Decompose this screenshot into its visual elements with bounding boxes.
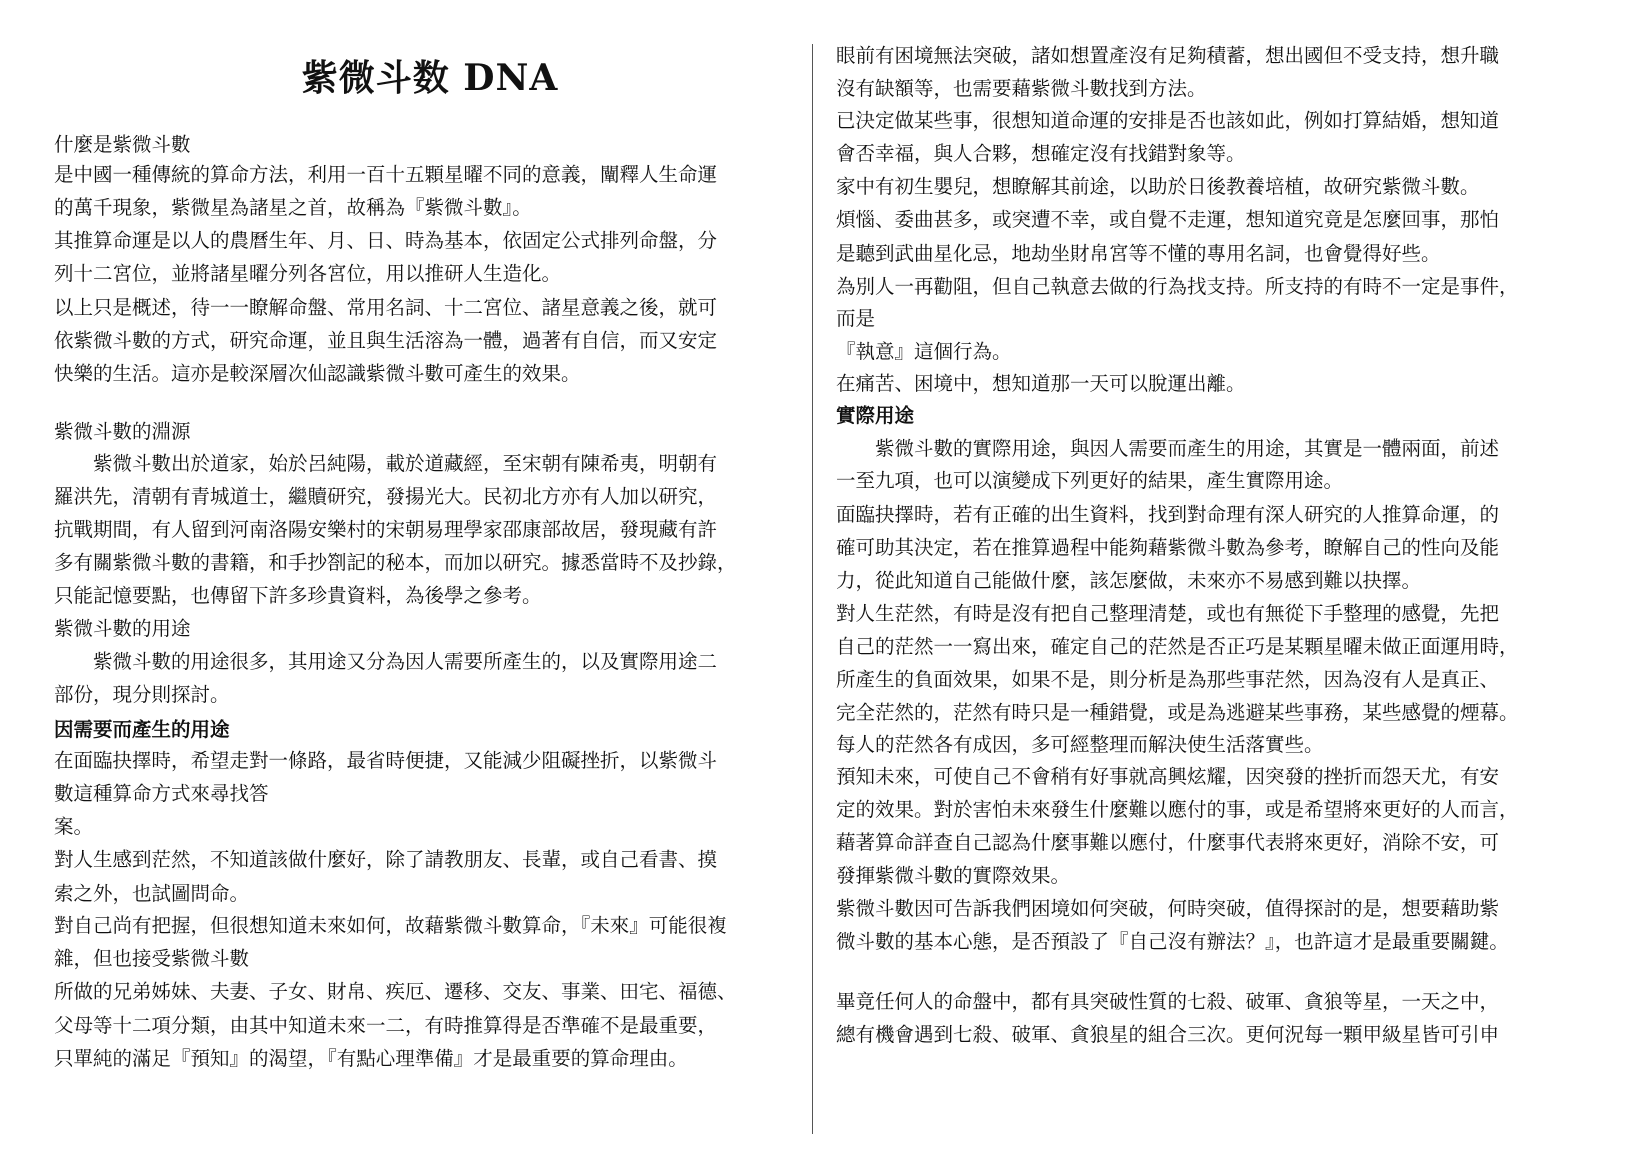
text-line: 紫微斗數的用途很多，其用途又分為因人需要所產生的，以及實際用途二 xyxy=(54,650,718,673)
text-line: 對人生茫然，有時是沒有把自己整理清楚，或也有無從下手整理的感覺，先把 xyxy=(836,602,1500,625)
text-line: 定的效果。對於害怕未來發生什麼難以應付的事，或是希望將來更好的人而言， xyxy=(836,798,1519,821)
text-line: 羅洪先，清朝有青城道士，繼贖研究，發揚光大。民初北方亦有人加以研究， xyxy=(54,485,718,508)
text-line: 快樂的生活。這亦是較深層次仙認識紫微斗數可產生的效果。 xyxy=(54,362,581,385)
page-title: 紫微斗数 DNA xyxy=(301,57,559,99)
text-line: 面臨抉擇時，若有正確的出生資料，找到對命理有深人研究的人推算命運，的 xyxy=(836,503,1500,526)
text-line: 數這種算命方式來尋找答 xyxy=(54,782,269,805)
text-line: 是聽到武曲星化忌，地劫坐財帛宮等不懂的專用名詞，也會覺得好些。 xyxy=(836,242,1441,265)
text-line: 完全茫然的，茫然有時只是一種錯覺，或是為逃避某些事務，某些感覺的煙幕。 xyxy=(836,701,1519,724)
text-line: 煩惱、委曲甚多，或突遭不幸，或自覺不走運，想知道究竟是怎麼回事，那怕 xyxy=(836,208,1500,231)
section-heading: 因需要而產生的用途 xyxy=(54,718,230,741)
text-line: 沒有缺額等，也需要藉紫微斗數找到方法。 xyxy=(836,77,1207,100)
text-line: 以上只是概述，待一一瞭解命盤、常用名詞、十二宮位、諸星意義之後，就可 xyxy=(54,296,718,319)
text-line: 索之外，也試圖問命。 xyxy=(54,882,250,905)
text-line: 只能記憶要點，也傳留下許多珍貴資料，為後學之參考。 xyxy=(54,584,542,607)
text-line: 發揮紫微斗數的實際效果。 xyxy=(836,864,1071,887)
text-line: 多有關紫微斗數的書籍，和手抄劄記的秘本，而加以研究。據悉當時不及抄錄， xyxy=(54,551,737,574)
text-line: 部份，現分則探討。 xyxy=(54,683,230,706)
text-line: 預知未來，可使自己不會稍有好事就高興炫耀，因突發的挫折而怨天尤，有安 xyxy=(836,765,1500,788)
text-line: 對自己尚有把握，但很想知道未來如何，故藉紫微斗數算命，『未來』可能很複 xyxy=(54,914,727,937)
text-line: 所做的兄弟姊妹、夫妻、子女、財帛、疾厄、遷移、交友、事業、田宅、福德、 xyxy=(54,980,737,1003)
text-line: 紫微斗數的淵源 xyxy=(54,420,191,443)
text-line: 力，從此知道自己能做什麼，該怎麼做，未來亦不易感到難以抉擇。 xyxy=(836,569,1422,592)
text-line: 微斗數的基本心態，是否預設了『自己沒有辦法？』，也許這才是最重要關鍵。 xyxy=(836,930,1509,953)
text-line: 列十二宮位，並將諸星曜分列各宮位，用以推研人生造化。 xyxy=(54,262,562,285)
text-line: 紫微斗數的用途 xyxy=(54,617,191,640)
text-line: 會否幸福，與人合夥，想確定沒有找錯對象等。 xyxy=(836,142,1246,165)
text-line: 自己的茫然一一寫出來，確定自己的茫然是否正巧是某顆星曜未做正面運用時， xyxy=(836,635,1519,658)
section-heading: 實際用途 xyxy=(836,404,915,427)
text-line: 在面臨抉擇時，希望走對一條路，最省時便捷，又能減少阻礙挫折，以紫微斗 xyxy=(54,749,718,772)
text-line: 是中國一種傳統的算命方法，利用一百十五顆星曜不同的意義，闡釋人生命運 xyxy=(54,163,718,186)
text-line: 為別人一再勸阻，但自己執意去做的行為找支持。所支持的有時不一定是事件， xyxy=(836,275,1519,298)
text-line: 在痛苦、困境中，想知道那一天可以脫運出離。 xyxy=(836,372,1246,395)
text-line: 父母等十二項分類，由其中知道未來一二，有時推算得是否準確不是最重要， xyxy=(54,1014,718,1037)
text-line: 其推算命運是以人的農曆生年、月、日、時為基本，依固定公式排列命盤，分 xyxy=(54,229,718,252)
text-line: 的萬千現象，紫微星為諸星之首，故稱為『紫微斗數』。 xyxy=(54,196,532,219)
text-line: 確可助其決定，若在推算過程中能夠藉紫微斗數為參考，瞭解自己的性向及能 xyxy=(836,536,1500,559)
text-line: 依紫微斗數的方式，研究命運，並且與生活溶為一體，過著有自信，而又安定 xyxy=(54,329,718,352)
text-line: 每人的茫然各有成因，多可經整理而解決使生活落實些。 xyxy=(836,733,1324,756)
text-line: 紫微斗數的實際用途，與因人需要而產生的用途，其實是一體兩面，前述 xyxy=(836,437,1500,460)
text-line: 一至九項，也可以演變成下列更好的結果，產生實際用途。 xyxy=(836,469,1344,492)
text-line: 案。 xyxy=(54,815,94,838)
text-line: 抗戰期間，有人留到河南洛陽安樂村的宋朝易理學家邵康部故居，發現藏有許 xyxy=(54,518,718,541)
text-line: 所產生的負面效果，如果不是，則分析是為那些事茫然，因為沒有人是真正、 xyxy=(836,668,1500,691)
text-line: 已決定做某些事，很想知道命運的安排是否也該如此，例如打算結婚，想知道 xyxy=(836,109,1500,132)
text-line: 紫微斗數出於道家，始於呂純陽，載於道藏經，至宋朝有陳希夷，明朝有 xyxy=(54,452,718,475)
text-line: 對人生感到茫然，不知道該做什麼好，除了請教朋友、長輩，或自己看書、摸 xyxy=(54,848,718,871)
text-line: 只單純的滿足『預知』的渴望，『有點心理準備』才是最重要的算命理由。 xyxy=(54,1047,688,1070)
text-line: 雜，但也接受紫微斗數 xyxy=(54,947,250,970)
text-line: 畢竟任何人的命盤中，都有具突破性質的七殺、破軍、貪狼等星，一天之中， xyxy=(836,990,1500,1013)
text-line: 總有機會遇到七殺、破軍、貪狼星的組合三次。更何況每一顆甲級星皆可引申 xyxy=(836,1023,1500,1046)
text-line: 眼前有困境無法突破，諸如想置產沒有足夠積蓄，想出國但不受支持，想升職 xyxy=(836,44,1500,67)
text-line: 家中有初生嬰兒，想瞭解其前途，以助於日後教養培植，故研究紫微斗數。 xyxy=(836,175,1480,198)
text-line: 『執意』這個行為。 xyxy=(836,340,1012,363)
text-line: 藉著算命詳查自己認為什麼事難以應付，什麼事代表將來更好，消除不安，可 xyxy=(836,831,1500,854)
column-divider xyxy=(812,44,813,1134)
text-line: 紫微斗數因可告訴我們困境如何突破，何時突破，值得探討的是，想要藉助紫 xyxy=(836,897,1500,920)
text-line: 而是 xyxy=(836,307,876,330)
text-line: 什麼是紫微斗數 xyxy=(54,133,191,156)
